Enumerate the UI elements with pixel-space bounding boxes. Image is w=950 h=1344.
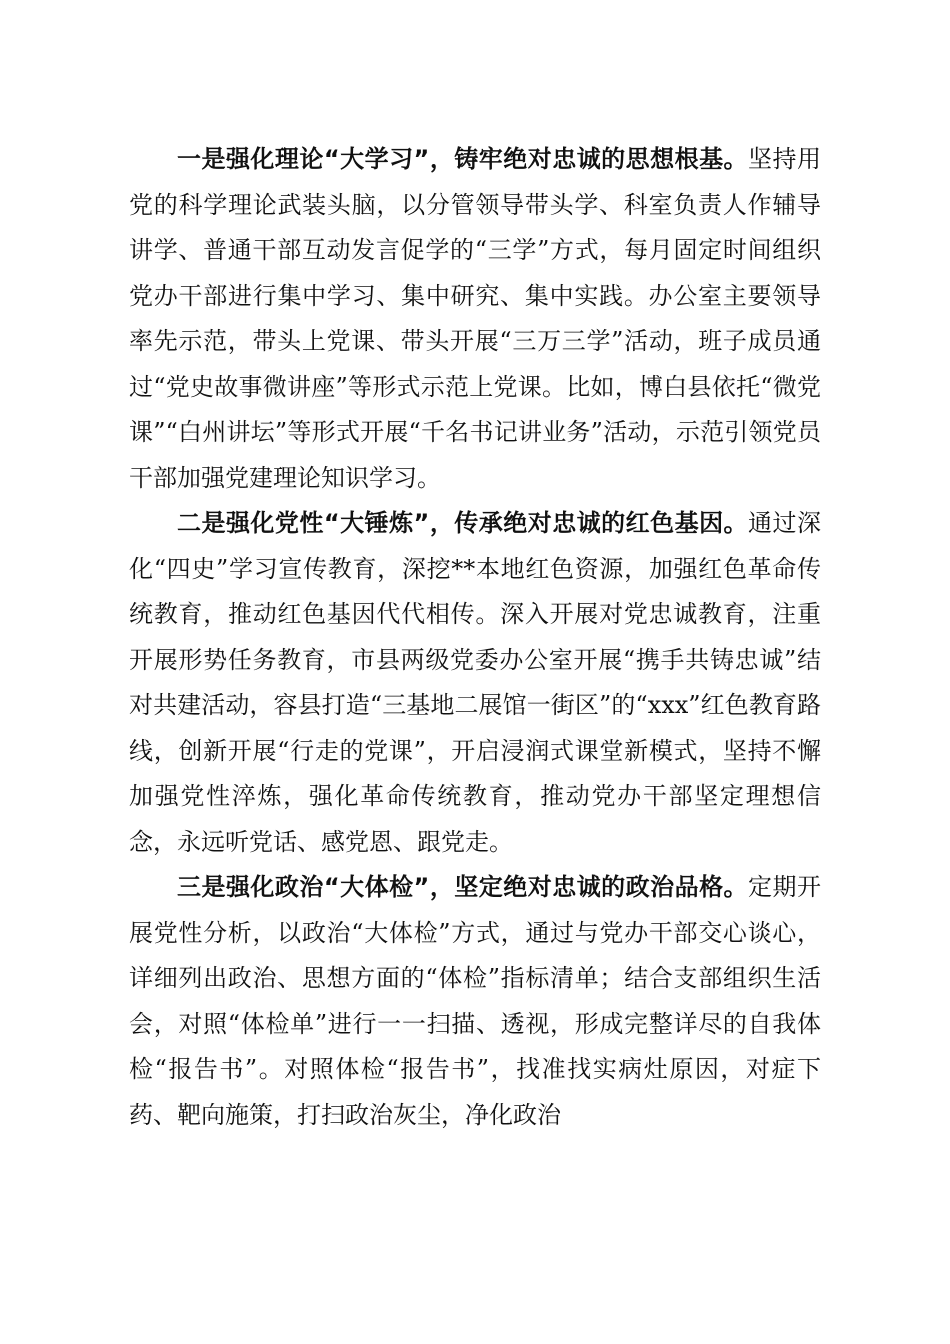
paragraph-3-lead: 三是强化政治“大体检”，坚定绝对忠诚的政治品格。 [177, 873, 749, 901]
document-body [129, 137, 821, 1138]
paragraph-3 [129, 865, 821, 1138]
paragraph-2 [129, 501, 821, 865]
paragraph-3-body: 定期开展党性分析，以政治“大体检”方式，通过与党办干部交心谈心，详细列出政治、思想方面的“体检”指标清单；结合支部组织生活会，对照“体检单”进行一一扫描、透视，形成完整详尽的自我体检“报告书”。对照体检“报告书”，找准找实病灶原因，对症下药、靶向施策，打扫政治灰尘，净化政治 [129, 873, 822, 1129]
paragraph-2-body: 通过深化“四史”学习宣传教育，深挖**本地红色资源，加强红色革命传统教育，推动红色基因代代相传。深入开展对党忠诚教育，注重开展形势任务教育，市县两级党委办公室开展“携手共铸忠诚”结对共建活动，容县打造“三基地二展馆一街区”的“xxx”红色教育路线，创新开展“行走的党课”，开启浸润式课堂新模式，坚持不懈加强党性淬炼，强化革命传统教育，推动党办干部坚定理想信念，永远听党话、感党恩、跟党走。 [129, 509, 822, 856]
paragraph-2-lead: 二是强化党性“大锤炼”，传承绝对忠诚的红色基因。 [177, 509, 749, 537]
paragraph-1-body: 坚持用党的科学理论武装头脑，以分管领导带头学、科室负责人作辅导讲学、普通干部互动发言促学的“三学”方式，每月固定时间组织党办干部进行集中学习、集中研究、集中实践。办公室主要领导率先示范，带头上党课、带头开展“三万三学”活动，班子成员通过“党史故事微讲座”等形式示范上党课。比如，博白县依托“微党课”“白州讲坛”等形式开展“千名书记讲业务”活动，示范引领党员干部加强党建理论知识学习。 [129, 145, 822, 492]
paragraph-1-lead: 一是强化理论“大学习”，铸牢绝对忠诚的思想根基。 [177, 145, 749, 173]
paragraph-1 [129, 137, 821, 501]
